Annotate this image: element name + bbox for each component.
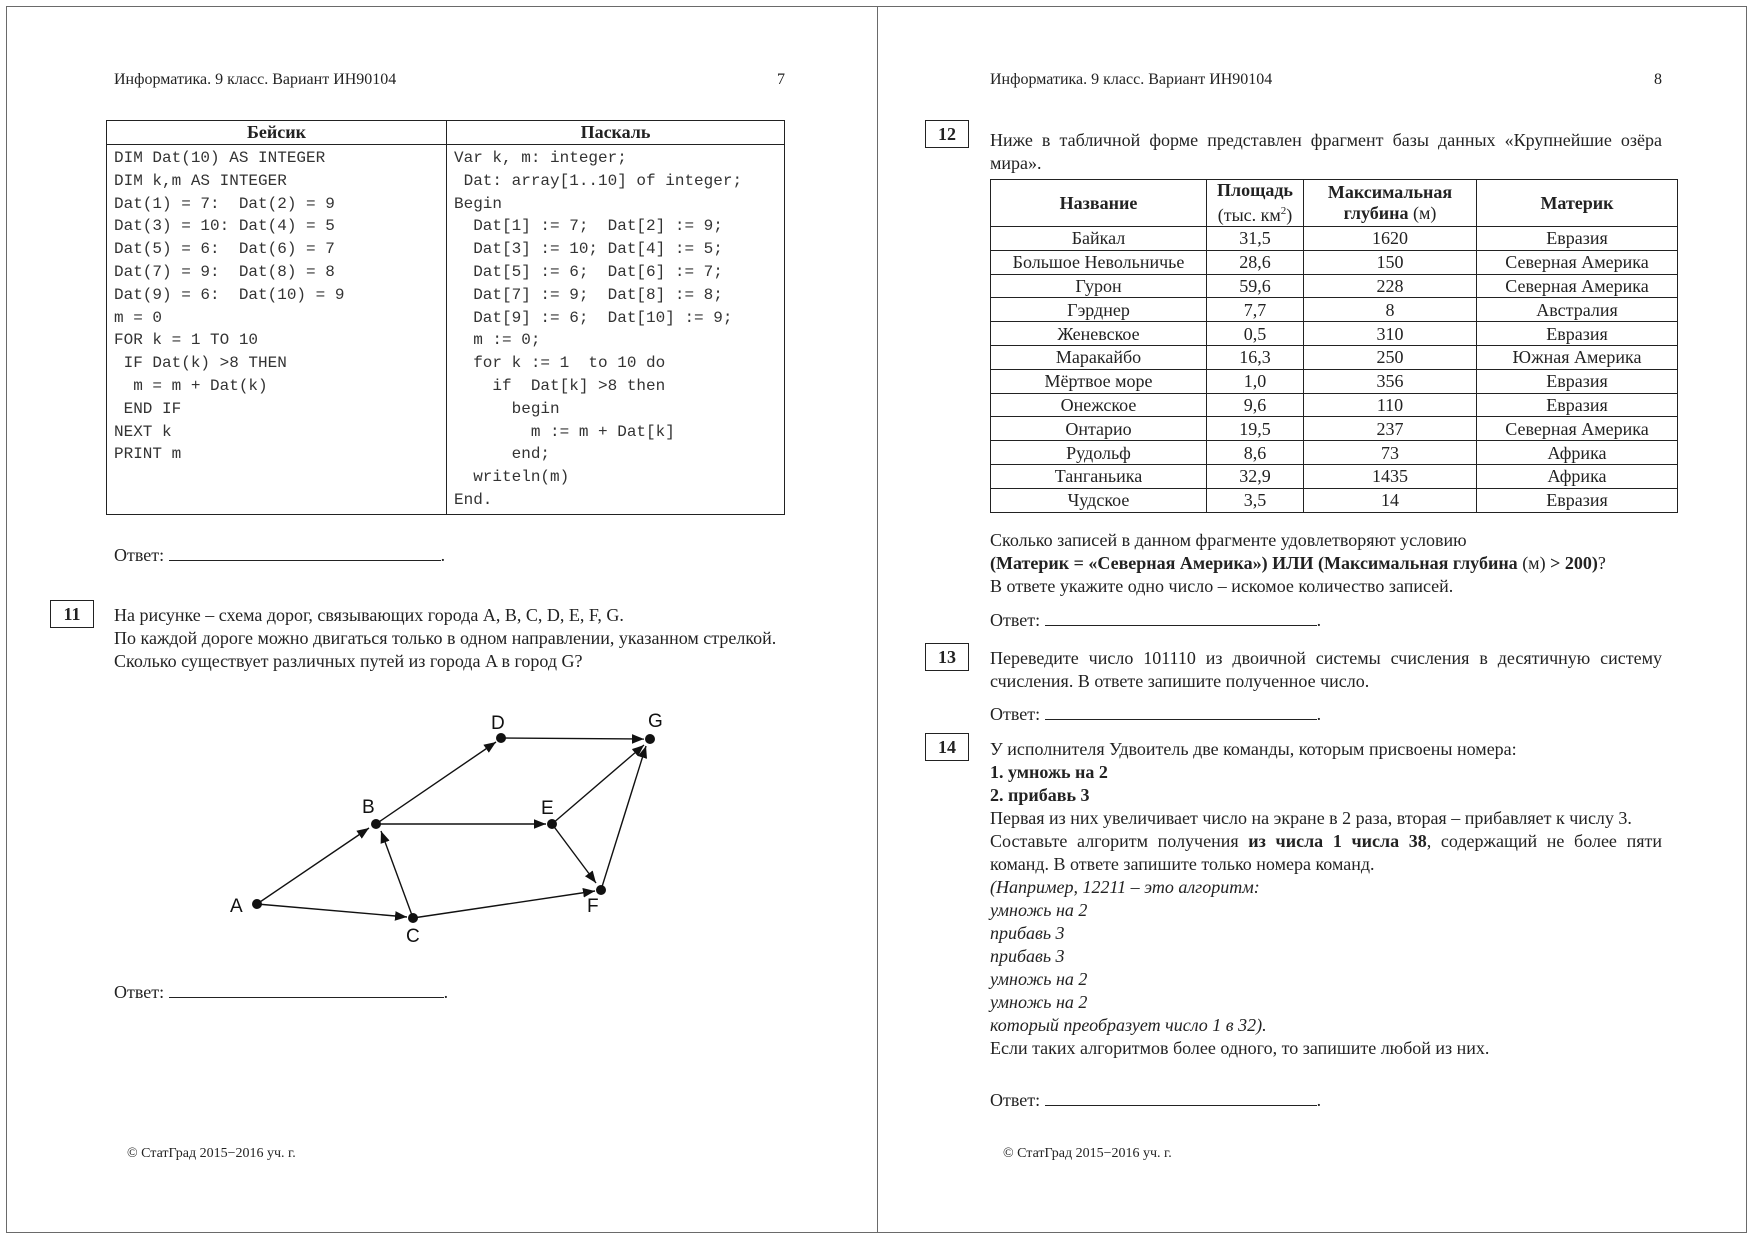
lake-depth-cell: 237 [1304,417,1477,441]
lake-continent-cell: Африка [1477,441,1678,465]
lake-continent-cell: Евразия [1477,369,1678,393]
lake-name-cell: Мёртвое море [991,369,1207,393]
lake-depth-cell: 150 [1304,250,1477,274]
road-graph [7,7,879,1234]
node-label-G: G [648,711,663,732]
edge-E-F [552,824,596,883]
task13-text: Переведите число 101110 из двоичной системы счисления в десятичную систему счисления. В ответе запишите полученное число. [990,648,1662,691]
task-number-11: 11 [50,600,94,628]
col-area: Площадь (тыс. $км^2$) [1207,180,1304,227]
lake-row [991,227,1678,251]
page-number: 7 [777,71,785,88]
lake-name-cell: Онтарио [991,417,1207,441]
lake-row [991,393,1678,417]
lake-continent-cell: Северная Америка [1477,250,1678,274]
task14-assignment: Составьте алгоритм получения из числа 1 числа 38, содержащий не более пяти команд. В ответе запишите только номера команд. [990,831,1662,874]
answer-field-14[interactable]: Ответ: . [990,1090,1322,1110]
lake-continent-cell: Австралия [1477,298,1678,322]
node-B [371,819,381,829]
lake-name-cell: Чудское [991,488,1207,512]
task-number-14: 14 [925,733,969,761]
col-continent: Материк [1477,180,1678,227]
node-A [252,899,262,909]
copyright-footer: © СтатГрад 2015−2016 уч. г. [1003,1146,1172,1161]
left-page [6,6,878,1233]
edge-E-G [552,745,644,824]
pascal-code: Var k, m: integer; Dat: array[1..10] of integer; Begin Dat[1] := 7; Dat[2] := 9; Dat[3] := 10; Dat[4] := 5; Dat[5] := 6; Dat[6] := 7; Dat[7] := 9; Dat[8] := 8; Dat[9] := 6; Dat[10] := 9; m := 0; for k := 1 to 10 do if Dat[k] >8 then begin m := m + Dat[k] end; writeln(m) End. [454,149,743,509]
lake-area-cell: 31,5 [1207,227,1304,251]
lake-row [991,274,1678,298]
basic-column-header: Бейсик [107,121,447,145]
node-F [596,885,606,895]
lake-area-cell: 3,5 [1207,488,1304,512]
edge-D-G [501,738,644,739]
node-label-C: C [406,926,420,947]
lake-continent-cell: Евразия [1477,227,1678,251]
lake-area-cell: 1,0 [1207,369,1304,393]
lakes-table-body [991,227,1678,513]
answer-label: Ответ: [114,545,165,565]
lake-depth-cell: 310 [1304,322,1477,346]
lake-continent-cell: Африка [1477,464,1678,488]
task-number-12: 12 [925,120,969,148]
edge-A-C [257,904,407,917]
node-label-D: D [491,713,505,734]
node-G [645,734,655,744]
lake-depth-cell: 1435 [1304,464,1477,488]
page-header: Информатика. 9 класс. Вариант ИН90104 [114,71,397,88]
lake-depth-cell: 1620 [1304,227,1477,251]
lake-depth-cell: 110 [1304,393,1477,417]
lake-area-cell: 19,5 [1207,417,1304,441]
lake-area-cell: 9,6 [1207,393,1304,417]
lake-area-cell: 59,6 [1207,274,1304,298]
answer-field-13[interactable]: Ответ: . [990,704,1322,724]
task-number-13: 13 [925,643,969,671]
lake-depth-cell: 73 [1304,441,1477,465]
lakes-table-header [991,180,1678,227]
lake-depth-cell: 228 [1304,274,1477,298]
lake-name-cell: Маракайбо [991,345,1207,369]
lake-row [991,298,1678,322]
lake-name-cell: Большое Невольничье [991,250,1207,274]
edge-A-B [257,828,369,904]
copyright-footer: © СтатГрад 2015−2016 уч. г. [127,1146,296,1161]
task12-question: Сколько записей в данном фрагменте удовлетворяют условию (Материк = «Северная Америка») ИЛИ (Максимальная глубина (м) > 200)? В ответе укажите одно число – искомое количество записей. [990,529,1670,598]
lake-area-cell: 28,6 [1207,250,1304,274]
page-number: 8 [1654,71,1662,88]
lake-continent-cell: Северная Америка [1477,417,1678,441]
lake-depth-cell: 250 [1304,345,1477,369]
lake-row [991,322,1678,346]
answer-field-12[interactable]: Ответ: . [990,610,1322,630]
node-label-E: E [541,798,554,819]
lake-name-cell: Женевское [991,322,1207,346]
edge-C-F [413,891,595,918]
node-D [496,733,506,743]
lake-name-cell: Рудольф [991,441,1207,465]
lake-name-cell: Танганьика [991,464,1207,488]
col-depth: Максимальная глубина (м) [1304,180,1477,227]
lake-area-cell: 16,3 [1207,345,1304,369]
task12-condition: (Материк = «Северная Америка») ИЛИ (Максимальная глубина (м) > 200)? [990,553,1606,573]
right-page [877,6,1747,1233]
pascal-column-header: Паскаль [447,121,785,145]
answer-field-11[interactable]: Ответ: . [114,982,449,1002]
lake-continent-cell: Южная Америка [1477,345,1678,369]
page-header: Информатика. 9 класс. Вариант ИН90104 [990,71,1273,88]
task11-text: На рисунке – схема дорог, связывающих города A, B, C, D, E, F, G. По каждой дороге можно двигаться только в одном направлении, указанном стрелкой. Сколько существует различных путей из города A в город G? [114,605,777,671]
lake-continent-cell: Евразия [1477,393,1678,417]
edge-B-D [376,742,496,824]
task14-text: У исполнителя Удвоитель две команды, которым присвоены номера: 1. умножь на 2 2. прибавь 3 Первая из них увеличивает число на экране в 2 раза, вторая – прибавляет к числу 3. Составьте алгоритм получения из числа 1 числа 38, содержащий не более пяти команд. В ответе запишите только номера команд. (Например, 12211 – это алгоритм: умножь на 2 прибавь 3 прибавь 3 умножь на 2 умножь на 2 который преобразует число 1 в 32). Если таких алгоритмов более одного, то запишите любой из них. [990,739,1662,1058]
lake-area-cell: 32,9 [1207,464,1304,488]
lake-name-cell: Байкал [991,227,1207,251]
answer-field-10[interactable]: Ответ: . [114,545,446,565]
lake-area-cell: 8,6 [1207,441,1304,465]
lake-name-cell: Онежское [991,393,1207,417]
lake-continent-cell: Евразия [1477,488,1678,512]
edge-F-G [601,746,646,890]
lake-name-cell: Гэрднер [991,298,1207,322]
lake-row [991,369,1678,393]
lake-continent-cell: Северная Америка [1477,274,1678,298]
lake-row [991,488,1678,512]
node-label-F: F [587,896,599,917]
task12-intro: Ниже в табличной форме представлен фрагмент базы данных «Крупнейшие озёра мира». [990,130,1662,173]
lake-row [991,417,1678,441]
lake-row [991,441,1678,465]
lake-row [991,345,1678,369]
lake-row [991,464,1678,488]
node-label-B: B [362,797,375,818]
lake-depth-cell: 356 [1304,369,1477,393]
lake-name-cell: Гурон [991,274,1207,298]
basic-code: DIM Dat(10) AS INTEGER DIM k,m AS INTEGER Dat(1) = 7: Dat(2) = 9 Dat(3) = 10: Dat(4) = 5 Dat(5) = 6: Dat(6) = 7 Dat(7) = 9: Dat(8) = 8 Dat(9) = 6: Dat(10) = 9 m = 0 FOR k = 1 TO 10 IF Dat(k) >8 THEN m = m + Dat(k) END IF NEXT k PRINT m [114,149,345,464]
lake-depth-cell: 8 [1304,298,1477,322]
lake-depth-cell: 14 [1304,488,1477,512]
node-C [408,913,418,923]
lake-continent-cell: Евразия [1477,322,1678,346]
node-label-A: A [230,896,243,917]
lake-area-cell: 7,7 [1207,298,1304,322]
col-name: Название [991,180,1207,227]
lake-row [991,250,1678,274]
node-E [547,819,557,829]
edge-C-B [381,831,413,918]
lakes-table [990,179,1678,513]
lake-area-cell: 0,5 [1207,322,1304,346]
